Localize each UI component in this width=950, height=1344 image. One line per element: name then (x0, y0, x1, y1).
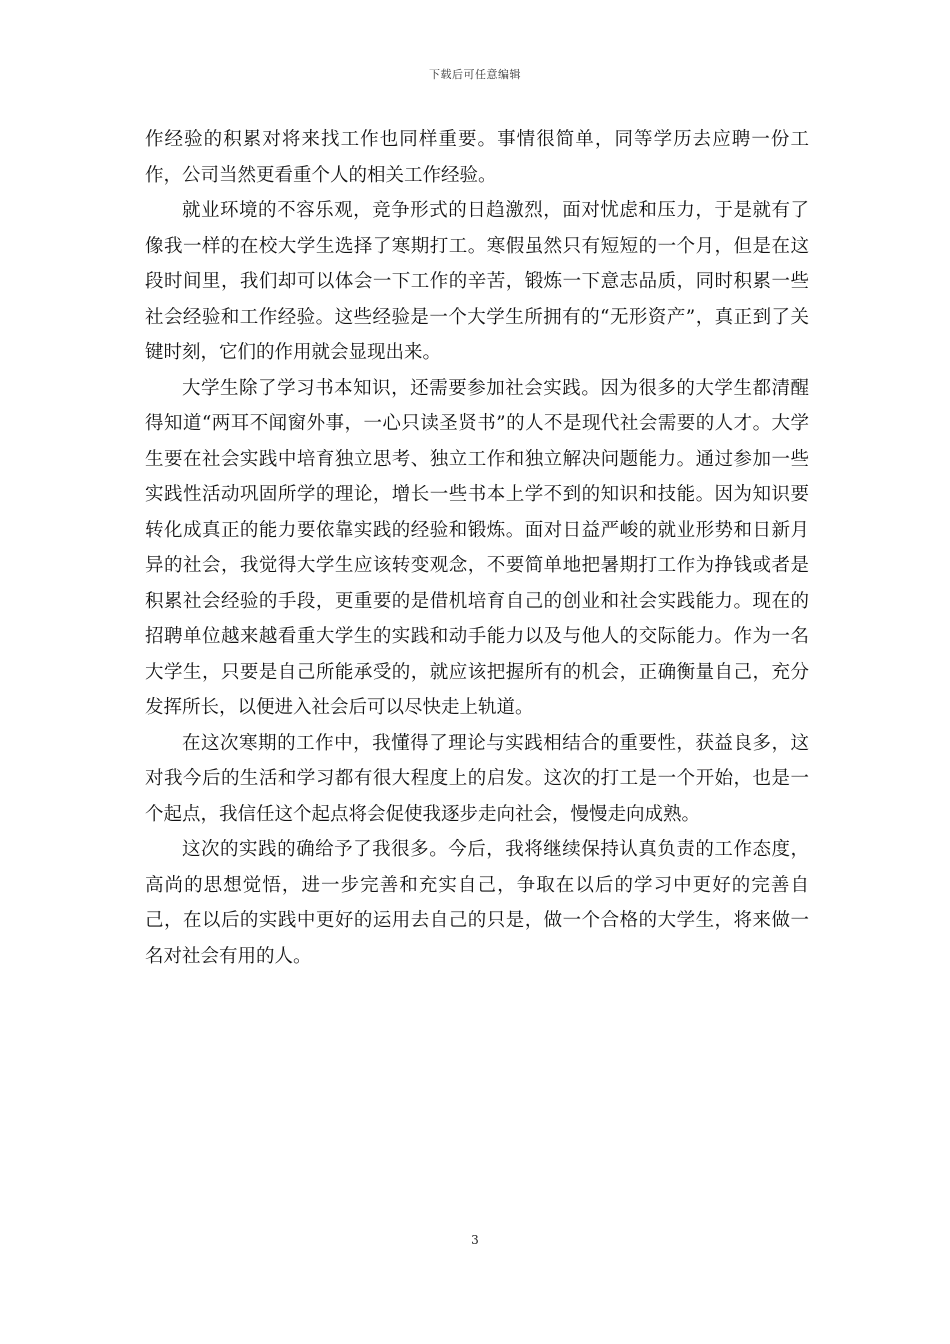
paragraph-winter-work: 在这次寒期的工作中，我懂得了理论与实践相结合的重要性，获益良多，这对我今后的生活和学习都有很大程度上的启发。这次的打工是一个开始，也是一个起点，我信任这个起点将会促使我逐步走向社会，慢慢走向成熟。 (145, 732, 809, 825)
document-body (145, 122, 809, 974)
paragraph-social-practice: 大学生除了学习书本知识，还需要参加社会实践。因为很多的大学生都清醒得知道“两耳不闻窗外事，一心只读圣贤书”的人不是现代社会需要的人才。大学生要在社会实践中培育独立思考、独立工作和独立解决问题能力。通过参加一些实践性活动巩固所学的理论，增长一些书本上学不到的知识和技能。因为知识要转化成真正的能力要依靠实践的经验和锻炼。面对日益严峻的就业形势和日新月异的社会，我觉得大学生应该转变观念，不要简单地把暑期打工作为挣钱或者是积累社会经验的手段，更重要的是借机培育自己的创业和社会实践能力。现在的招聘单位越来越看重大学生的实践和动手能力以及与他人的交际能力。作为一名大学生，只要是自己所能承受的，就应该把握所有的机会，正确衡量自己，充分发挥所长，以便进入社会后可以尽快走上轨道。 (145, 377, 809, 718)
paragraph-conclusion: 这次的实践的确给予了我很多。今后，我将继续保持认真负责的工作态度，高尚的思想觉悟，进一步完善和充实自己，争取在以后的学习中更好的完善自己，在以后的实践中更好的运用去自己的只是，做一个合格的大学生，将来做一名对社会有用的人。 (145, 839, 809, 967)
page-header: 下载后可任意编辑 (429, 68, 521, 81)
page-number: 3 (471, 1233, 479, 1247)
paragraph-employment-environment: 就业环境的不容乐观，竞争形式的日趋激烈，面对忧虑和压力，于是就有了像我一样的在校大学生选择了寒期打工。寒假虽然只有短短的一个月，但是在这段时间里，我们却可以体会一下工作的辛苦，锻炼一下意志品质，同时积累一些社会经验和工作经验。这些经验是一个大学生所拥有的“无形资产”，真正到了关键时刻，它们的作用就会显现出来。 (145, 200, 809, 363)
paragraph-continued: 作经验的积累对将来找工作也同样重要。事情很简单，同等学历去应聘一份工作，公司当然更看重个人的相关工作经验。 (145, 129, 809, 186)
